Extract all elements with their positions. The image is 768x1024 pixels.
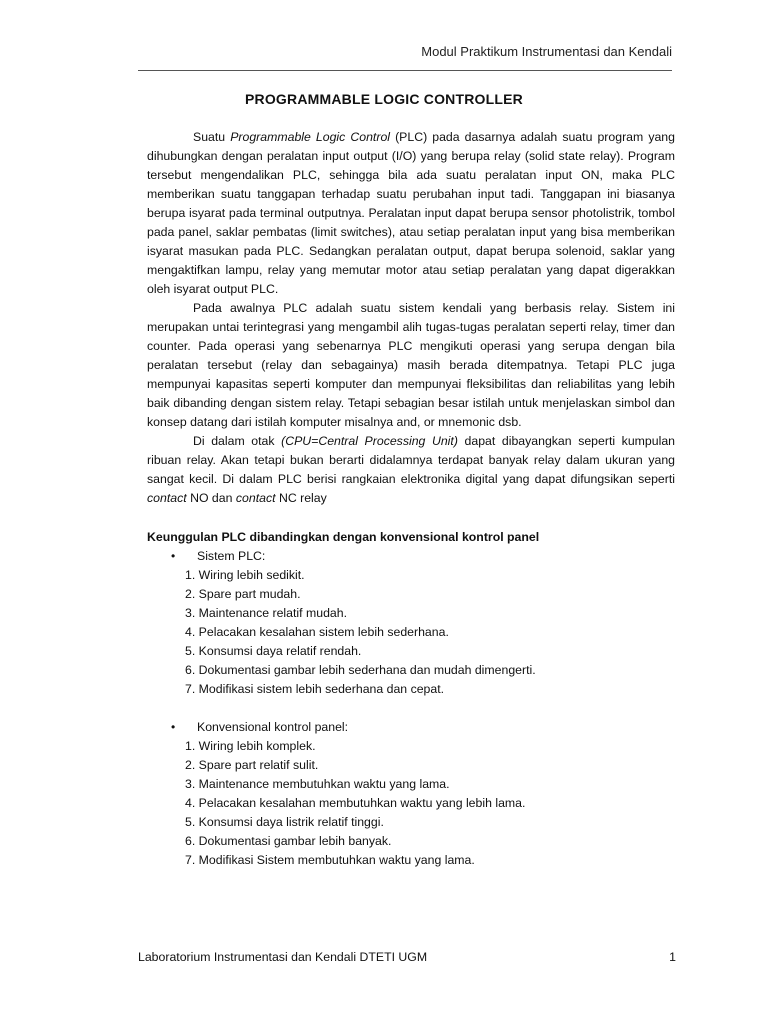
page-number: 1 xyxy=(669,950,676,964)
list-item: 1. Wiring lebih sedikit. xyxy=(185,568,305,582)
emphasis-term: Programmable Logic Control xyxy=(230,130,391,144)
list-item: 4. Pelacakan kesalahan membutuhkan waktu yang lebih lama. xyxy=(185,796,526,810)
plc-advantages-list xyxy=(147,566,675,699)
paragraph-text: (PLC) pada dasarnya adalah suatu program yang dihubungkan dengan peralatan input output (I/O) yang berupa relay (solid state relay). Program tersebut mengendalikan PLC, sehingga bila ada suatu peralatan input ON, maka PLC memberikan suatu tanggapan terhadap suatu perubahan input tadi. Tanggapan ini biasanya berupa isyarat pada terminal outputnya. Peralatan input dapat berupa sensor photolistrik, tombol pada panel, saklar pembatas (limit switches), atau setiap peralatan input yang bisa memberikan isyarat masukan pada PLC. Sedangkan peralatan output, dapat berupa solenoid, saklar yang mengaktifkan lampu, relay yang memutar motor atau setiap peralatan yang dapat digerakkan oleh isyarat output PLC. xyxy=(147,130,675,296)
list-item: 3. Maintenance relatif mudah. xyxy=(185,606,348,620)
list-item: 1. Wiring lebih komplek. xyxy=(185,739,316,753)
list-item: 5. Konsumsi daya relatif rendah. xyxy=(185,644,362,658)
paragraph-text: Di dalam otak xyxy=(193,434,282,448)
paragraph-text: NC relay xyxy=(275,491,327,505)
paragraph-plc-history: Pada awalnya PLC adalah suatu sistem kendali yang berbasis relay. Sistem ini merupakan untai terintegrasi yang mengambil alih tugas-tugas peralatan seperti relay, timer dan counter. Pada operasi yang sebenarnya PLC mengikuti operasi yang serupa dengan bila peralatan tersebut (relay dan sebagainya) masih berada ditempatnya. Tetapi PLC juga mempunyai kapasitas seperti komputer dan mempunyai fleksibilitas dan reliabilitas yang lebih baik dibanding dengan sistem relay. Tetapi sebagian besar istilah untuk menjelaskan simbol dan konsep datang dari istilah komputer misalnya and, or mnemonic dsb. xyxy=(147,301,675,429)
conventional-list xyxy=(147,737,675,870)
bullet-sistem-plc xyxy=(147,547,675,566)
paragraph-plc-cpu xyxy=(147,432,675,508)
list-item: 5. Konsumsi daya listrik relatif tinggi. xyxy=(185,815,384,829)
bullet-icon: • xyxy=(171,720,176,734)
list-item: 3. Maintenance membutuhkan waktu yang lama. xyxy=(185,777,450,791)
document-title: PROGRAMMABLE LOGIC CONTROLLER xyxy=(244,91,523,107)
list-item: 2. Spare part relatif sulit. xyxy=(185,758,319,772)
bullet-label: Sistem PLC: xyxy=(197,549,266,563)
paragraph-plc-definition xyxy=(147,128,675,299)
spacer xyxy=(147,699,675,718)
list-item: 4. Pelacakan kesalahan sistem lebih sederhana. xyxy=(185,625,449,639)
running-header: Modul Praktikum Instrumentasi dan Kendali xyxy=(421,44,672,59)
document-body xyxy=(147,128,675,870)
emphasis-term: (CPU=Central Processing Unit) xyxy=(281,434,458,448)
bullet-label: Konvensional kontrol panel: xyxy=(197,720,349,734)
running-footer: Laboratorium Instrumentasi dan Kendali DTETI UGM xyxy=(138,950,428,964)
paragraph-text: Suatu xyxy=(193,130,231,144)
list-item: 7. Modifikasi sistem lebih sederhana dan cepat. xyxy=(185,682,445,696)
bullet-konvensional xyxy=(147,718,675,737)
section-heading-advantages: Keunggulan PLC dibandingkan dengan konvensional kontrol panel xyxy=(147,530,540,544)
list-item: 2. Spare part mudah. xyxy=(185,587,301,601)
list-item: 7. Modifikasi Sistem membutuhkan waktu yang lama. xyxy=(185,853,475,867)
emphasis-term: contact xyxy=(235,491,276,505)
emphasis-term: contact xyxy=(147,491,187,505)
list-item: 6. Dokumentasi gambar lebih sederhana dan mudah dimengerti. xyxy=(185,663,536,677)
paragraph-text: dapat dibayangkan seperti kumpulan ribuan relay. Akan tetapi bukan berarti didalamnya terdapat banyak relay dalam ukuran yang sangat kecil. Di dalam PLC berisi rangkaian elektronika digital yang dapat difungsikan seperti xyxy=(147,434,675,486)
paragraph-text: NO dan xyxy=(186,491,236,505)
header-rule xyxy=(138,70,672,71)
list-item: 6. Dokumentasi gambar lebih banyak. xyxy=(185,834,392,848)
bullet-icon: • xyxy=(171,549,176,563)
